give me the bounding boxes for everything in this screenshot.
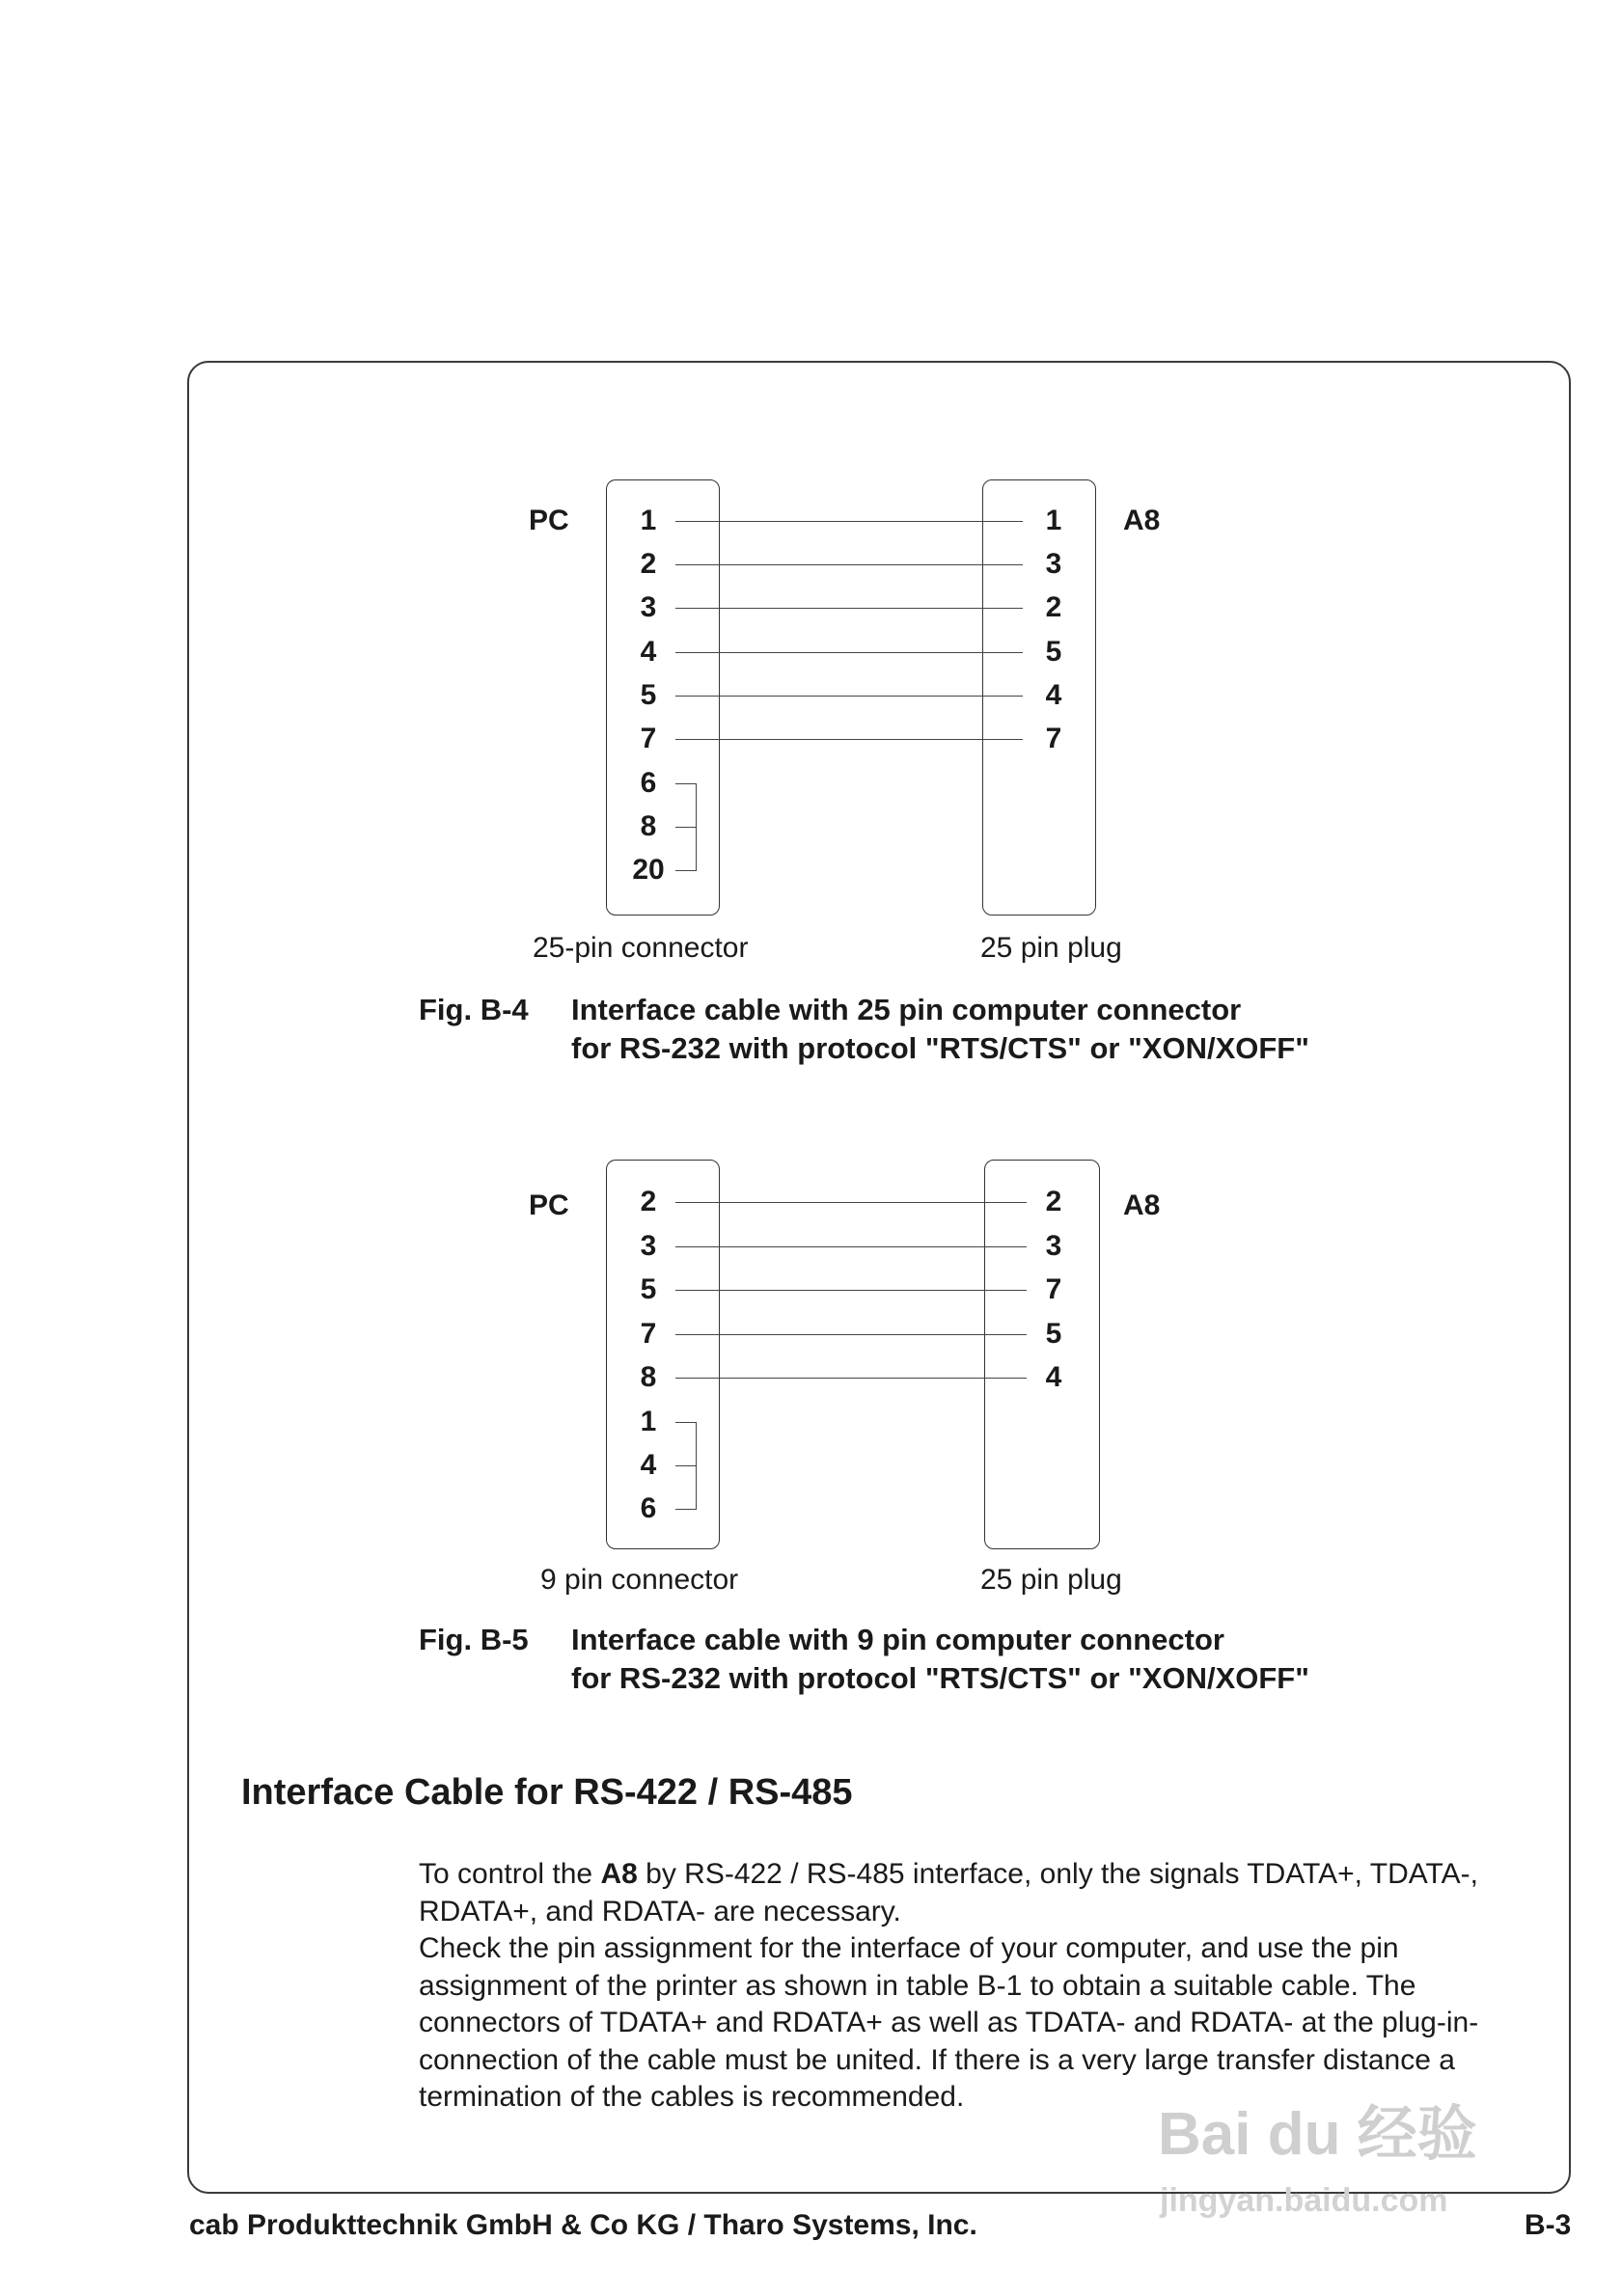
pc-pin: 7	[640, 1318, 657, 1350]
figure-caption-line1: Interface cable with 9 pin computer connector	[571, 1623, 1224, 1656]
wire	[675, 1290, 1027, 1291]
a8-pin: 3	[1045, 548, 1062, 580]
a8-label: A8	[1123, 505, 1161, 536]
pc-pin: 7	[640, 723, 657, 754]
wire	[675, 1378, 1027, 1379]
pc-pin: 6	[640, 1492, 657, 1524]
a8-plug-box	[984, 1160, 1100, 1549]
pc-connector-box	[606, 1160, 720, 1549]
bridge-line	[696, 1422, 697, 1509]
wire	[675, 521, 1023, 522]
watermark-url: jingyan.baidu.com	[1160, 2182, 1448, 2219]
pc-pin: 3	[640, 591, 657, 623]
right-connector-caption: 25 pin plug	[980, 932, 1122, 964]
footer-company: cab Produkttechnik GmbH & Co KG / Tharo Systems, Inc.	[189, 2209, 977, 2241]
watermark-logo: Bai du 经验	[1158, 2101, 1477, 2168]
wire	[675, 652, 1023, 653]
pc-label: PC	[529, 505, 569, 536]
pc-pin: 3	[640, 1230, 657, 1262]
left-connector-caption: 9 pin connector	[540, 1564, 739, 1596]
page-number: B-3	[1525, 2209, 1572, 2241]
a8-pin: 5	[1045, 636, 1062, 668]
a8-pin: 2	[1045, 591, 1062, 623]
pc-pin: 2	[640, 1186, 657, 1217]
paragraph-1-start: To control the	[419, 1858, 601, 1890]
section-heading: Interface Cable for RS-422 / RS-485	[241, 1772, 853, 1813]
figure-caption-line2: for RS-232 with protocol "RTS/CTS" or "XON/XOFF"	[571, 1661, 1309, 1695]
wire	[675, 564, 1023, 565]
figure-label: Fig. B-4	[419, 993, 529, 1026]
pc-pin: 5	[640, 1273, 657, 1305]
figure-label: Fig. B-5	[419, 1623, 529, 1656]
bridge-stub	[675, 1422, 697, 1423]
pc-label: PC	[529, 1189, 569, 1221]
pc-pin: 1	[640, 1406, 657, 1437]
pc-pin: 8	[640, 810, 657, 842]
paragraph-1	[419, 1858, 1478, 1927]
right-connector-caption: 25 pin plug	[980, 1564, 1122, 1596]
pc-pin: 4	[640, 636, 657, 668]
pc-pin: 20	[632, 854, 665, 886]
wire	[675, 1202, 1027, 1203]
wire	[675, 608, 1023, 609]
bridge-stub	[675, 783, 697, 784]
pc-pin: 6	[640, 767, 657, 799]
a8-pin: 4	[1045, 1361, 1062, 1393]
paragraph-1-end: by RS-422 / RS-485 interface, only the signals TDATA+, TDATA-, RDATA+, and RDATA- are necessary.	[419, 1858, 1478, 1927]
pc-pin: 4	[640, 1449, 657, 1481]
a8-label: A8	[1123, 1189, 1161, 1221]
pc-pin: 5	[640, 679, 657, 711]
product-name: A8	[600, 1858, 638, 1890]
wire	[675, 739, 1023, 740]
bridge-stub	[675, 1465, 697, 1466]
a8-pin: 7	[1045, 723, 1062, 754]
figure-caption-line1: Interface cable with 25 pin computer connector	[571, 993, 1242, 1026]
a8-pin: 2	[1045, 1186, 1062, 1217]
a8-pin: 1	[1045, 505, 1062, 536]
figure-caption-line2: for RS-232 with protocol "RTS/CTS" or "XON/XOFF"	[571, 1031, 1309, 1065]
wire	[675, 1246, 1027, 1247]
pc-pin: 2	[640, 548, 657, 580]
pc-pin: 8	[640, 1361, 657, 1393]
left-connector-caption: 25-pin connector	[533, 932, 749, 964]
wire	[675, 1334, 1027, 1335]
pc-pin: 1	[640, 505, 657, 536]
a8-pin: 5	[1045, 1318, 1062, 1350]
wire	[675, 696, 1023, 697]
section-body	[419, 1856, 1509, 2117]
bridge-line	[696, 783, 697, 870]
a8-pin: 7	[1045, 1273, 1062, 1305]
paragraph-2: Check the pin assignment for the interface of your computer, and use the pin assignment of the printer as shown in table B-1 to obtain a suitable cable. The connectors of TDATA+ and RDATA+ as well as TDATA- and RDATA- at the plug-in-connection of the cable must be united. If there is a very large transfer distance a termination of the cables is recommended.	[419, 1932, 1479, 2113]
bridge-stub	[675, 827, 697, 828]
a8-pin: 3	[1045, 1230, 1062, 1262]
bridge-stub	[675, 1509, 697, 1510]
bridge-stub	[675, 870, 697, 871]
a8-pin: 4	[1045, 679, 1062, 711]
